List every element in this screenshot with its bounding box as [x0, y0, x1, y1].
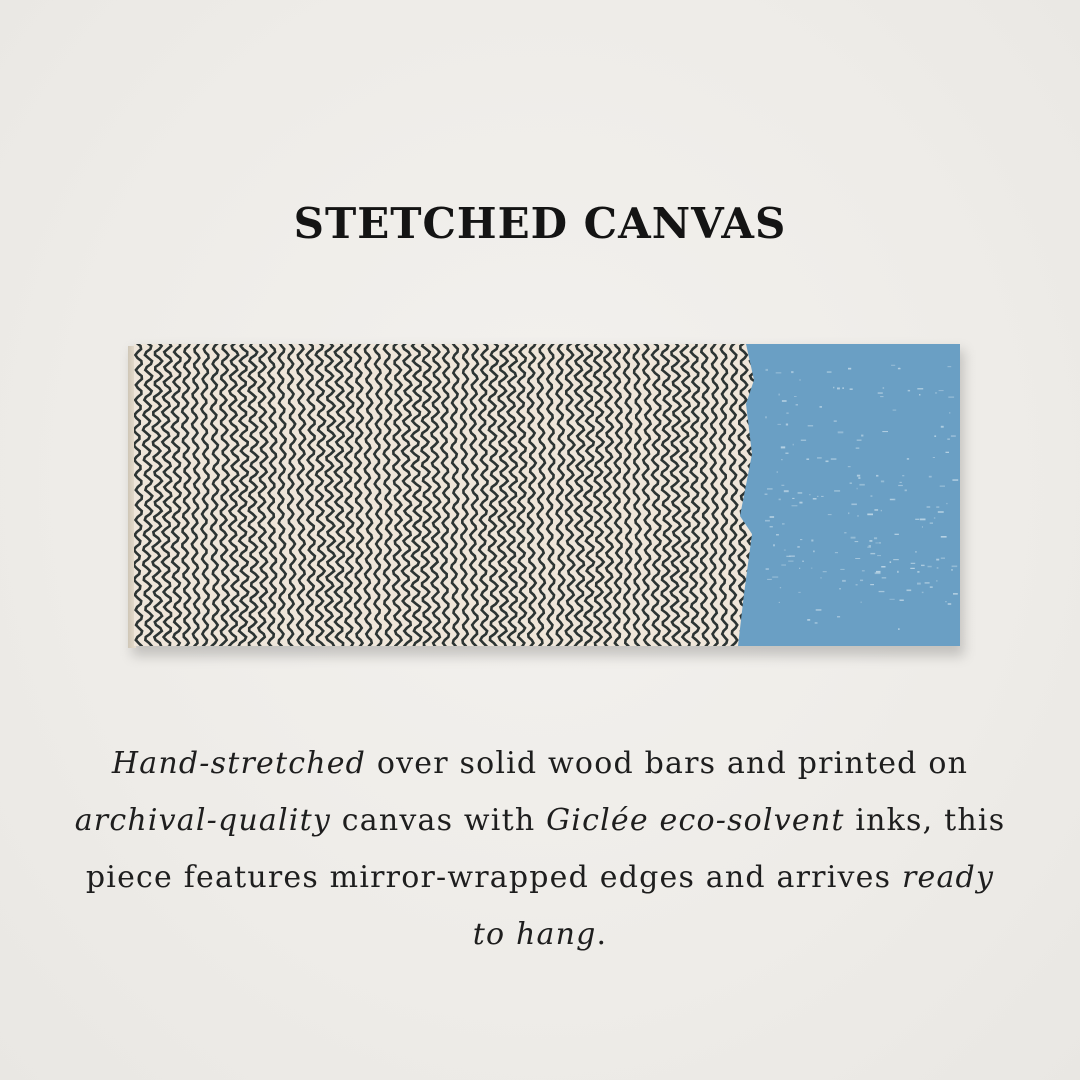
speckle: [917, 388, 923, 389]
speckle: [801, 440, 806, 441]
speckle: [871, 496, 873, 497]
speckle: [882, 431, 888, 432]
speckle: [837, 616, 840, 617]
speckle: [766, 568, 769, 570]
speckle: [936, 507, 939, 508]
speckle: [851, 537, 856, 539]
speckle: [921, 565, 925, 566]
speckle: [848, 368, 851, 370]
speckle: [798, 592, 800, 593]
speckle: [781, 485, 784, 486]
speckle: [882, 577, 887, 578]
speckle: [930, 523, 933, 524]
wave-pattern-artwork: [134, 344, 960, 646]
speckle: [827, 371, 832, 372]
speckle: [869, 540, 872, 542]
speckle: [893, 559, 899, 560]
speckle: [940, 486, 945, 487]
speckle: [781, 446, 785, 448]
speckle: [925, 582, 930, 583]
speckle: [784, 490, 789, 492]
speckle: [881, 566, 885, 568]
speckle: [826, 461, 829, 463]
speckle: [806, 459, 809, 460]
speckle: [850, 483, 852, 484]
speckle: [857, 440, 862, 441]
speckle: [773, 544, 775, 546]
speckle: [874, 537, 877, 539]
speckle: [941, 536, 947, 538]
speckle: [946, 503, 947, 504]
speckle: [781, 459, 783, 460]
speckle: [877, 555, 881, 556]
speckle: [907, 458, 909, 460]
speckle: [898, 368, 901, 369]
description-segment: canvas with: [331, 803, 547, 838]
speckle: [952, 479, 958, 481]
speckle: [936, 580, 937, 581]
speckle: [770, 516, 775, 518]
speckle: [766, 369, 769, 371]
speckle: [937, 567, 939, 568]
speckle: [770, 526, 773, 527]
speckle: [859, 484, 864, 486]
speckle: [809, 494, 810, 495]
speckle: [900, 600, 904, 602]
speckle: [778, 424, 782, 425]
speckle: [941, 558, 945, 559]
speckle: [798, 492, 803, 493]
speckle: [799, 502, 802, 504]
speckle: [946, 452, 950, 453]
speckle: [948, 366, 952, 367]
speckle: [765, 494, 768, 496]
speckle: [876, 571, 881, 573]
speckle: [851, 504, 857, 506]
speckle: [922, 592, 924, 593]
speckle: [767, 579, 772, 580]
speckle: [833, 387, 834, 389]
speckle: [907, 590, 912, 592]
speckle: [867, 547, 871, 548]
speckle: [908, 390, 910, 392]
speckle: [860, 580, 863, 582]
speckle: [772, 577, 778, 578]
speckle: [948, 397, 954, 398]
speckle: [779, 499, 781, 501]
speckle: [922, 526, 923, 528]
speckle: [920, 519, 926, 521]
speckle: [842, 387, 844, 389]
speckle: [902, 475, 904, 476]
speckle: [834, 490, 840, 492]
speckle: [891, 365, 895, 366]
speckle: [837, 388, 840, 390]
speckle: [893, 410, 897, 411]
speckle: [858, 477, 860, 479]
speckle: [838, 431, 844, 433]
speckle: [813, 498, 817, 499]
speckle: [813, 551, 815, 553]
water-area: [738, 344, 960, 646]
speckle: [910, 568, 915, 569]
speckle: [800, 539, 802, 540]
speckle: [782, 400, 787, 402]
speckle: [823, 571, 827, 572]
speckle: [820, 577, 822, 578]
speckle: [848, 466, 851, 467]
speckle: [867, 514, 873, 516]
speckle: [876, 475, 878, 477]
speckle: [792, 505, 798, 506]
speckle: [881, 510, 882, 511]
speckle: [898, 485, 903, 486]
description-segment: Giclée eco-solvent: [546, 803, 845, 838]
speckle: [905, 490, 907, 492]
speckle: [834, 421, 837, 422]
speckle: [951, 436, 956, 437]
speckle: [821, 496, 824, 497]
description-segment: .: [596, 917, 608, 952]
speckle: [870, 584, 874, 585]
speckle: [842, 580, 846, 582]
speckle: [861, 435, 863, 437]
speckle: [786, 424, 788, 426]
speckle: [917, 571, 919, 572]
speckle: [855, 541, 859, 542]
speckle: [765, 416, 766, 418]
speckle: [880, 396, 883, 397]
speckle: [786, 556, 790, 557]
speckle: [895, 534, 899, 535]
page-title: STETCHED CANVAS: [293, 199, 787, 248]
speckle: [820, 406, 823, 408]
speckle: [862, 570, 865, 571]
speckle: [869, 545, 871, 546]
canvas-product-image: [128, 340, 964, 658]
speckle: [936, 559, 939, 561]
speckle: [855, 558, 860, 559]
speckle: [934, 518, 935, 519]
speckle: [796, 404, 798, 405]
speckle: [890, 561, 892, 563]
speckle: [856, 584, 858, 585]
description-segment: ready to hang: [472, 860, 995, 952]
speckle: [883, 387, 885, 388]
speckle: [779, 394, 780, 396]
speckle: [765, 520, 770, 522]
speckle: [857, 515, 859, 516]
speckle: [817, 496, 818, 497]
speckle: [776, 373, 782, 374]
speckle: [776, 534, 779, 535]
speckle: [930, 586, 933, 588]
speckle: [949, 412, 950, 414]
speckle: [878, 393, 883, 394]
speckle: [881, 481, 884, 483]
speckle: [919, 394, 920, 396]
speckle: [788, 561, 793, 562]
speckle: [785, 453, 788, 454]
description-segment: inks, this piece features mirror-wrapped edges and arrives: [85, 803, 1006, 895]
speckle: [875, 543, 879, 544]
speckle: [808, 425, 813, 427]
speckle: [850, 388, 853, 390]
speckle: [941, 426, 944, 428]
speckle: [933, 457, 935, 458]
speckle: [938, 511, 944, 513]
speckle: [857, 475, 860, 477]
speckle: [777, 471, 778, 472]
speckle: [947, 439, 950, 440]
speckle: [915, 551, 917, 553]
speckle: [934, 435, 936, 437]
description-segment: over solid wood bars and printed on: [366, 746, 969, 781]
speckle: [811, 568, 813, 569]
speckle: [817, 457, 822, 458]
speckle: [900, 482, 902, 483]
speckle: [929, 476, 932, 478]
speckle: [767, 488, 773, 490]
speckle: [844, 532, 846, 533]
speckle: [779, 602, 780, 603]
speckle: [953, 593, 958, 595]
speckle: [839, 588, 841, 589]
speckle: [799, 568, 800, 569]
speckle: [840, 569, 844, 570]
speckle: [835, 552, 838, 553]
canvas-artwork: [134, 344, 960, 646]
speckle: [952, 566, 958, 568]
speckle: [874, 509, 878, 511]
speckle: [928, 566, 932, 568]
speckle: [897, 571, 898, 573]
speckle: [939, 390, 944, 391]
speckle: [781, 565, 786, 566]
speckle: [815, 622, 818, 624]
speckle: [915, 519, 919, 520]
speckle: [780, 587, 781, 588]
speckle: [917, 583, 921, 585]
speckle: [793, 444, 794, 446]
speckle: [861, 602, 862, 603]
speckle: [898, 628, 900, 630]
speckle: [890, 499, 894, 500]
speckle: [927, 507, 931, 508]
speckle: [786, 412, 788, 414]
speckle: [857, 488, 858, 490]
speckle: [782, 523, 785, 524]
speckle: [951, 569, 953, 570]
speckle: [870, 553, 875, 554]
speckle: [879, 542, 881, 543]
speckle: [856, 447, 860, 449]
speckle: [948, 603, 952, 605]
speckle: [797, 546, 800, 548]
speckle: [848, 512, 849, 514]
description-segment: Hand-stretched: [111, 746, 367, 781]
speckle: [792, 498, 794, 499]
speckle: [784, 550, 786, 551]
speckle: [831, 459, 837, 460]
speckle: [890, 599, 895, 600]
speckle: [828, 514, 832, 515]
speckle: [802, 561, 804, 562]
speckle: [811, 540, 813, 542]
speckle: [911, 563, 916, 564]
speckle: [794, 396, 797, 397]
speckle: [816, 609, 822, 611]
product-description: [70, 735, 1010, 963]
description-segment: archival-quality: [74, 803, 332, 838]
speckle: [945, 601, 946, 602]
speckle: [799, 380, 801, 381]
speckle: [807, 619, 810, 621]
speckle: [935, 392, 937, 393]
speckle: [879, 591, 885, 592]
speckle: [791, 371, 793, 373]
